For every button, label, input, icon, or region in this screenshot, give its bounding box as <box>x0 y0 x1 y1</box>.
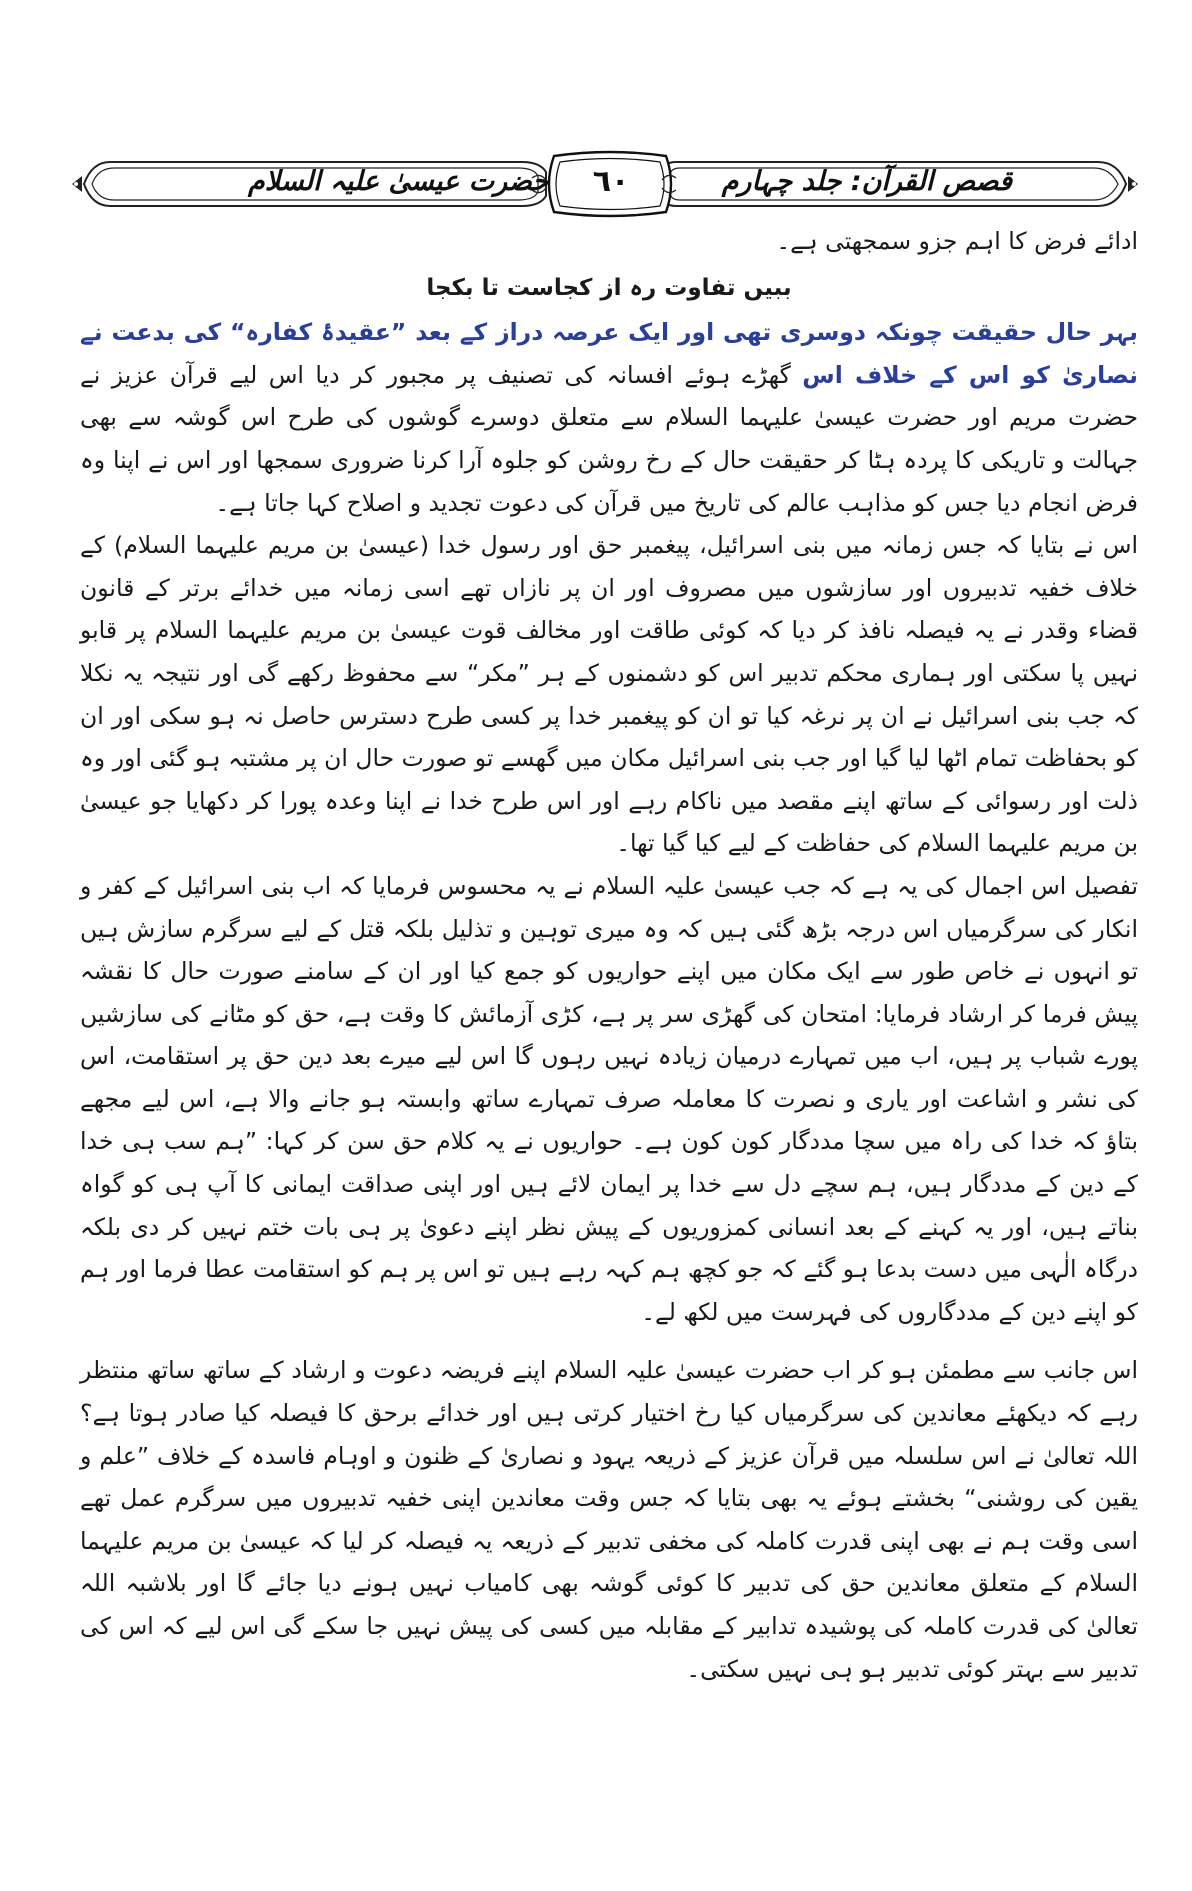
paragraph-4: اس جانب سے مطمئن ہو کر اب حضرت عیسیٰ علیہ السلام اپنے فریضہ دعوت و ارشاد کے ساتھ ساتھ منتظر رہے کہ دیکھئے معاندین کی سرگرمیاں کیا رخ اختیار کرتی ہیں اور خدائے برحق کا فیصلہ کیا صادر ہوتا ہے؟ اللہ تعالیٰ نے اس سلسلہ میں قرآن عزیز کے ذریعہ یہود و نصاریٰ کے ظنون و اوہام فاسدہ کے خلاف ”علم و یقین کی روشنی“ بخشتے ہوئے یہ بھی بتایا کہ جس وقت معاندین اپنی خفیہ تدبیروں میں سرگرم عمل تھے اسی وقت ہم نے بھی اپنی قدرت کاملہ کی مخفی تدبیر کے ذریعہ یہ فیصلہ کر لیا کہ عیسیٰ بن مریم علیہما السلام کے متعلق معاندین حق کی تدبیر کا کوئی گوشہ بھی کامیاب نہیں ہونے دیا جائے گا اور بلاشبہ اللہ تعالیٰ کی قدرت کاملہ کی پوشیدہ تدابیر کے مقابلہ میں کسی کی پیش نہیں جا سکے گی اس لیے کہ اس کی تدبیر سے بہتر کوئی تدبیر ہو ہی نہیں سکتی۔ <box>80 1356 1138 1683</box>
page-number: ٦٠ <box>592 163 630 199</box>
book-title: قصص القرآن: جلد چہارم <box>721 166 1012 197</box>
page-body <box>80 220 1138 1690</box>
paragraph-1-rest: گھڑے ہوئے افسانہ کی تصنیف پر مجبور کر دیا اس لیے قرآن عزیز نے حضرت مریم اور حضرت عیسیٰ علیہما السلام سے متعلق دوسرے گوشوں کی طرح اس گوشہ سے بھی جہالت و تاریکی کا پردہ ہٹا کر حقیقت حال کے رخ روشن کو جلوہ آرا کرنا ضروری سمجھا اور اس نے اپنا وہ فرض انجام دیا جس کو مذاہب عالم کی تاریخ میں قرآن کی دعوت تجدید و اصلاح کہا جاتا ہے۔ <box>80 360 1138 517</box>
paragraph-1-lead: بہر حال حقیقت چونکہ دوسری تھی اور ایک عرصہ دراز کے بعد ”عقیدۂ کفارہ“ کی بدعت نے نصاریٰ کو اس کے خلاف اس <box>80 318 1138 389</box>
persian-verse: ببیں تفاوت رہ از کجاست تا بکجا <box>426 274 792 301</box>
paragraph-3: تفصیل اس اجمال کی یہ ہے کہ جب عیسیٰ علیہ السلام نے یہ محسوس فرمایا کہ اب بنی اسرائیل کے کفر و انکار کی سرگرمیاں اس درجہ بڑھ گئی ہیں کہ وہ میری توہین و تذلیل بلکہ قتل کے لیے سرگرم سازش ہیں تو انہوں نے خاص طور سے ایک مکان میں اپنے حواریوں کو جمع کیا اور ان کے سامنے صورت حال کا نقشہ پیش فرما کر ارشاد فرمایا: امتحان کی گھڑی سر پر ہے، کڑی آزمائش کا وقت ہے، حق کو مٹانے کی سازشیں پورے شباب پر ہیں، اب میں تمہارے درمیان زیادہ نہیں رہوں گا اس لیے میرے بعد دین حق پر استقامت، اس کی نشر و اشاعت اور یاری و نصرت کا معاملہ صرف تمہارے ساتھ وابستہ ہو جانے والا ہے، اس لیے مجھے بتاؤ کہ خدا کی راہ میں سچا مددگار کون کون ہے۔ حواریوں نے یہ کلام حق سن کر کہا: ”ہم سب ہی خدا کے دین کے مددگار ہیں، ہم سچے دل سے خدا پر ایمان لائے ہیں اور اپنی صداقت ایمانی کا آپ ہی کو گواہ بناتے ہیں، اور یہ کہنے کے بعد انسانی کمزوریوں کے پیش نظر اپنے دعویٰ پر ہی بات ختم نہیں کر دی بلکہ درگاہ الٰہی میں دست بدعا ہو گئے کہ جو کچھ ہم کہہ رہے ہیں تو اس پر ہم کو استقامت عطا فرما اور ہم کو اپنے دین کے مددگاروں کی فہرست میں لکھ لے۔ <box>80 871 1138 1326</box>
chapter-title: حضرت عیسیٰ علیہ السلام <box>248 166 550 197</box>
paragraph-2: اس نے بتایا کہ جس زمانہ میں بنی اسرائیل، پیغمبر حق اور رسول خدا (عیسیٰ بن مریم علیہما السلام) کے خلاف خفیہ تدبیروں اور سازشوں میں مصروف اور ان پر نازاں تھے اسی زمانہ میں خدائے برتر کے قانون قضاء وقدر نے یہ فیصلہ نافذ کر دیا کہ کوئی طاقت اور مخالف قوت عیسیٰ بن مریم علیہما السلام پر قابو نہیں پا سکتی اور ہماری محکم تدبیر اس کو دشمنوں کے ہر ”مکر“ سے محفوظ رکھے گی اور نتیجہ یہ نکلا کہ جب بنی اسرائیل نے ان پر نرغہ کیا تو ان کو پیغمبر خدا پر کسی طرح دسترس حاصل نہ ہو سکی اور ان کو بحفاظت تمام اٹھا لیا گیا اور جب بنی اسرائیل مکان میں گھسے تو صورت حال ان پر مشتبہ ہو گئی اور وہ ذلت اور رسوائی کے ساتھ اپنے مقصد میں ناکام رہے اور اس طرح خدا نے اپنا وعدہ پورا کر دکھایا جو عیسیٰ بن مریم علیہما السلام کی حفاظت کے لیے کیا گیا تھا۔ <box>80 531 1138 858</box>
page-header <box>70 150 1140 218</box>
paragraph-1 <box>80 311 1138 524</box>
intro-line: ادائے فرض کا اہم جزو سمجھتی ہے۔ <box>776 227 1138 255</box>
